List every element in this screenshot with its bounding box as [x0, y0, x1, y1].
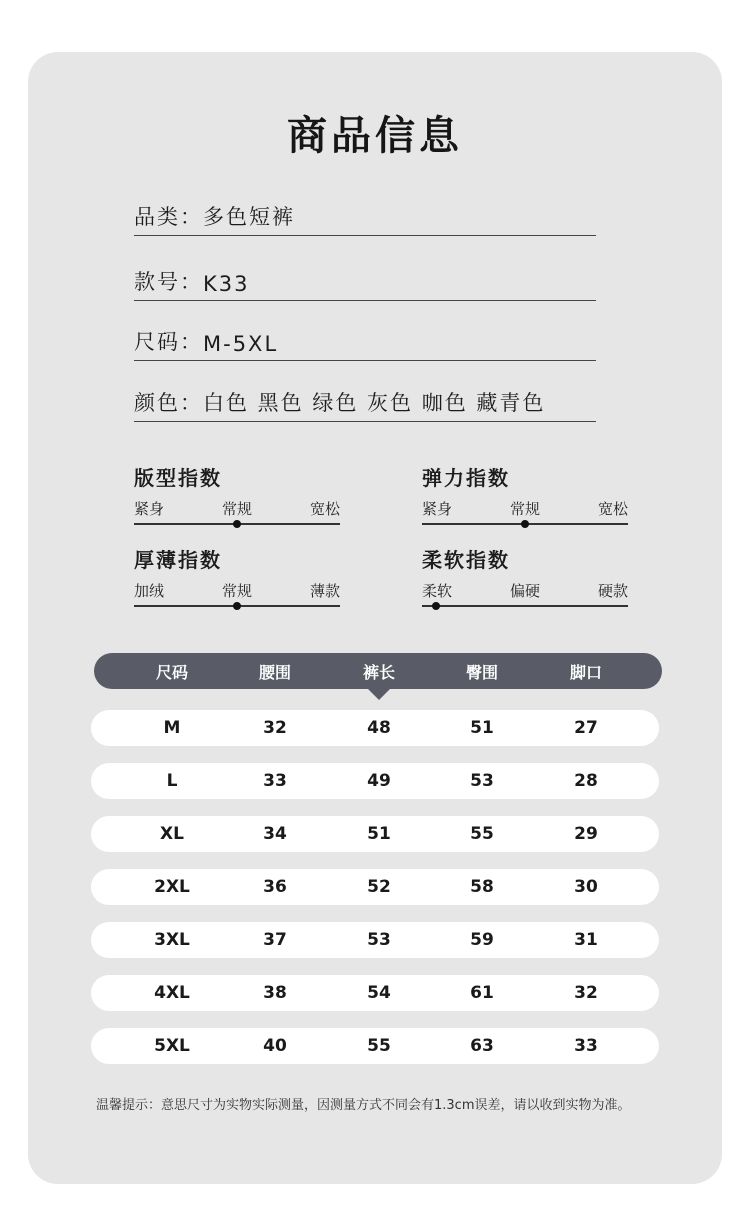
cell-leg-opening: 32 [574, 983, 598, 1003]
cell-size: 5XL [154, 1036, 190, 1056]
elasticity-index-low-label: 紧身 [422, 500, 453, 518]
table-row [91, 816, 659, 852]
table-row [91, 922, 659, 958]
elasticity-index-mid-label: 常规 [509, 500, 541, 518]
softness-index-title: 柔软指数 [422, 548, 510, 572]
cell-hip: 58 [470, 877, 494, 897]
thickness-index [134, 544, 340, 600]
colors-value: 白色 黑色 绿色 灰色 咖色 藏青色 [203, 391, 546, 415]
header-length: 裤长 [362, 662, 395, 682]
fit-index-mid-label: 常规 [221, 500, 253, 518]
thickness-index-low-label: 加绒 [134, 582, 165, 600]
category-label: 品类： [134, 205, 203, 229]
softness-index [422, 544, 628, 600]
style-number-value: K33 [203, 272, 250, 296]
header-size: 尺码 [155, 662, 188, 682]
thickness-index-high-label: 薄款 [309, 582, 340, 600]
cell-leg-opening: 30 [574, 877, 598, 897]
cell-length: 51 [367, 824, 391, 844]
style-number-row [134, 261, 596, 301]
cell-hip: 61 [470, 983, 494, 1003]
cell-size: 3XL [154, 930, 190, 950]
elasticity-index-title: 弹力指数 [422, 466, 510, 490]
thickness-index-track [134, 605, 340, 607]
fit-index-title: 版型指数 [134, 466, 222, 490]
cell-length: 55 [367, 1036, 391, 1056]
elasticity-index-high-label: 宽松 [597, 500, 628, 518]
size-range-row [134, 321, 596, 361]
category-row [134, 196, 596, 236]
softness-index-low-label: 柔软 [422, 582, 453, 600]
cell-waist: 37 [263, 930, 287, 950]
cell-waist: 40 [263, 1036, 287, 1056]
softness-index-high-label: 硬款 [597, 582, 628, 600]
cell-hip: 63 [470, 1036, 494, 1056]
style-number-label: 款号： [134, 270, 203, 294]
cell-leg-opening: 28 [574, 771, 598, 791]
measurement-note: 温馨提示：意思尺寸为实物实际测量，因测量方式不同会有1.3cm误差，请以收到实物为准。 [96, 1098, 631, 1113]
fit-index-marker [233, 520, 241, 528]
header-leg-opening: 脚口 [569, 662, 602, 682]
table-row [91, 710, 659, 746]
cell-length: 49 [367, 771, 391, 791]
header-hip: 臀围 [465, 662, 498, 682]
cell-waist: 32 [263, 718, 287, 738]
thickness-index-marker [233, 602, 241, 610]
table-row [91, 763, 659, 799]
colors-row [134, 382, 596, 422]
cell-waist: 33 [263, 771, 287, 791]
cell-hip: 59 [470, 930, 494, 950]
cell-size: L [166, 771, 178, 791]
cell-size: 4XL [154, 983, 190, 1003]
fit-index-high-label: 宽松 [309, 500, 340, 518]
cell-hip: 53 [470, 771, 494, 791]
category-value: 多色短裤 [203, 205, 295, 229]
colors-label: 颜色： [134, 391, 203, 415]
size-table-header [94, 653, 662, 689]
table-row [91, 1028, 659, 1064]
table-row [91, 975, 659, 1011]
header-pointer [367, 688, 391, 700]
fit-index-low-label: 紧身 [134, 500, 165, 518]
elasticity-index-marker [521, 520, 529, 528]
cell-waist: 38 [263, 983, 287, 1003]
cell-leg-opening: 33 [574, 1036, 598, 1056]
size-range-label: 尺码： [134, 330, 203, 354]
page-title: 商品信息 [287, 113, 463, 159]
size-range-value: M-5XL [203, 332, 279, 356]
thickness-index-mid-label: 常规 [221, 582, 253, 600]
cell-size: M [163, 718, 181, 738]
elasticity-index-track [422, 523, 628, 525]
cell-size: 2XL [154, 877, 190, 897]
cell-waist: 34 [263, 824, 287, 844]
header-waist: 腰围 [258, 662, 291, 682]
thickness-index-title: 厚薄指数 [134, 548, 222, 572]
cell-leg-opening: 29 [574, 824, 598, 844]
table-row [91, 869, 659, 905]
cell-length: 54 [367, 983, 391, 1003]
fit-index-track [134, 523, 340, 525]
cell-waist: 36 [263, 877, 287, 897]
cell-hip: 55 [470, 824, 494, 844]
softness-index-track [422, 605, 628, 607]
cell-length: 48 [367, 718, 391, 738]
cell-length: 52 [367, 877, 391, 897]
elasticity-index [422, 462, 628, 518]
fit-index [134, 462, 340, 518]
cell-length: 53 [367, 930, 391, 950]
cell-hip: 51 [470, 718, 494, 738]
cell-size: XL [160, 824, 184, 844]
cell-leg-opening: 27 [574, 718, 598, 738]
softness-index-mid-label: 偏硬 [509, 582, 541, 600]
cell-leg-opening: 31 [574, 930, 598, 950]
